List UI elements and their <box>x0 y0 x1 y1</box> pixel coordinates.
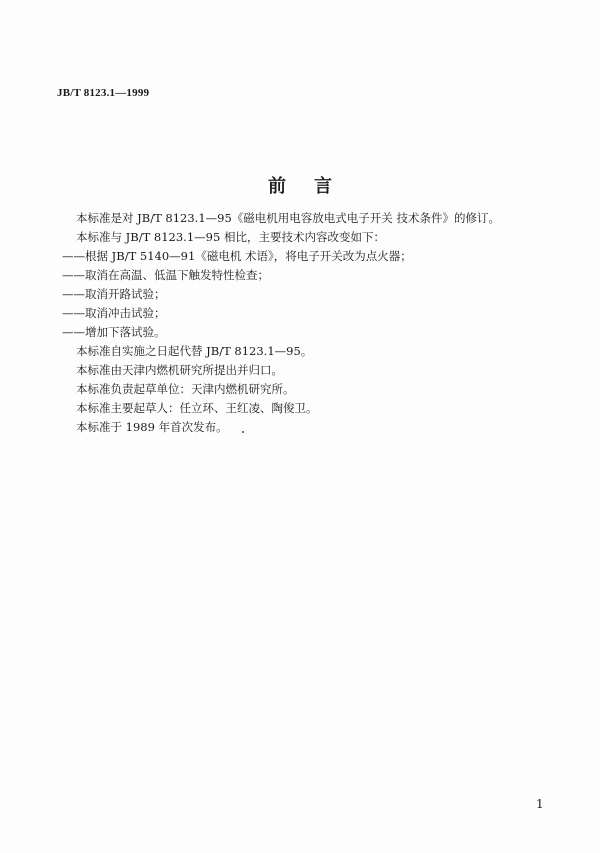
page-number: 1 <box>536 797 544 811</box>
foreword-line-12: 本标准于 1989 年首次发布。 <box>76 420 228 434</box>
foreword-line-6: ——取消冲击试验； <box>62 306 166 320</box>
scan-speck <box>242 431 244 433</box>
foreword-line-3: ——根据 JB/T 5140—91《磁电机 术语》，将电子开关改为点火器； <box>62 249 412 263</box>
document-code: JB/T 8123.1—1999 <box>57 87 150 99</box>
foreword-line-10: 本标准负责起草单位：天津内燃机研究所。 <box>76 382 295 396</box>
foreword-line-8: 本标准自实施之日起代替 JB/T 8123.1—95。 <box>76 344 313 358</box>
foreword-body <box>62 209 562 437</box>
page-title <box>0 172 600 198</box>
foreword-line-5: ——取消开路试验； <box>62 287 166 301</box>
title-char-2: 言 <box>314 176 332 197</box>
title-char-1: 前 <box>268 176 286 197</box>
foreword-line-9: 本标准由天津内燃机研究所提出并归口。 <box>76 363 283 377</box>
foreword-line-1: 本标准是对 JB/T 8123.1—95《磁电机用电容放电式电子开关 技术条件》的修订。 <box>76 211 500 225</box>
foreword-line-7: ——增加下落试验。 <box>62 325 166 339</box>
foreword-line-2: 本标准与 JB/T 8123.1—95 相比，主要技术内容改变如下： <box>76 230 385 244</box>
foreword-line-11: 本标准主要起草人：任立环、王红凌、陶俊卫。 <box>76 401 318 415</box>
foreword-line-4: ——取消在高温、低温下触发特性检查； <box>62 268 269 282</box>
